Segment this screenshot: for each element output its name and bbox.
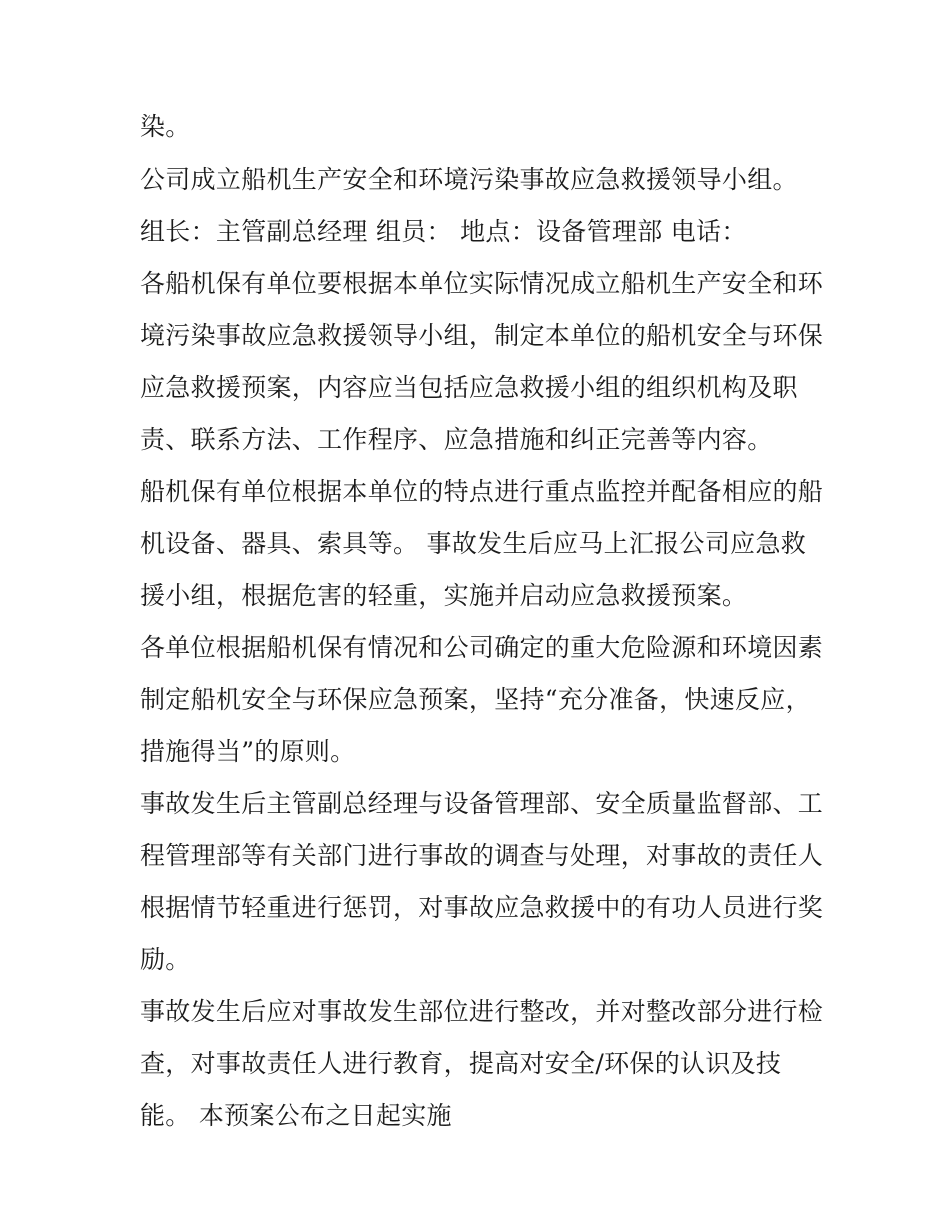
text-line: 程管理部等有关部门进行事故的调查与处理，对事故的责任人 — [140, 841, 824, 870]
text-line: 措施得当”的原则。 — [140, 737, 356, 766]
text-line: 查，对事故责任人进行教育，提高对安全/环保的认识及技 — [140, 1049, 782, 1078]
text-line: 事故发生后应对事故发生部位进行整改，并对整改部分进行检 — [140, 997, 824, 1026]
text-line: 各单位根据船机保有情况和公司确定的重大危险源和环境因素 — [140, 633, 824, 662]
text-line: 责、联系方法、工作程序、应急措施和纠正完善等内容。 — [140, 425, 773, 454]
text-line: 公司成立船机生产安全和环境污染事故应急救援领导小组。 — [140, 165, 798, 194]
text-line: 机设备、器具、索具等。 事故发生后应马上汇报公司应急救 — [140, 529, 807, 558]
text-line: 应急救援预案，内容应当包括应急救援小组的组织机构及职 — [140, 373, 798, 402]
text-line: 组长：主管副总经理 组员： 地点：设备管理部 电话： — [140, 217, 747, 246]
text-line: 事故发生后主管副总经理与设备管理部、安全质量监督部、工 — [140, 789, 824, 818]
text-line: 境污染事故应急救援领导小组，制定本单位的船机安全与环保 — [140, 321, 824, 350]
text-line: 船机保有单位根据本单位的特点进行重点监控并配备相应的船 — [140, 477, 824, 506]
text-line: 制定船机安全与环保应急预案，坚持“充分准备，快速反应， — [140, 685, 811, 714]
text-line: 染。 — [140, 112, 191, 141]
text-line: 励。 — [140, 945, 191, 974]
text-line: 援小组，根据危害的轻重，实施并启动应急救援预案。 — [140, 581, 748, 610]
text-line: 根据情节轻重进行惩罚，对事故应急救援中的有功人员进行奖 — [140, 893, 824, 922]
text-line: 能。 本预案公布之日起实施 — [140, 1101, 452, 1130]
text-line: 各船机保有单位要根据本单位实际情况成立船机生产安全和环 — [140, 269, 824, 298]
